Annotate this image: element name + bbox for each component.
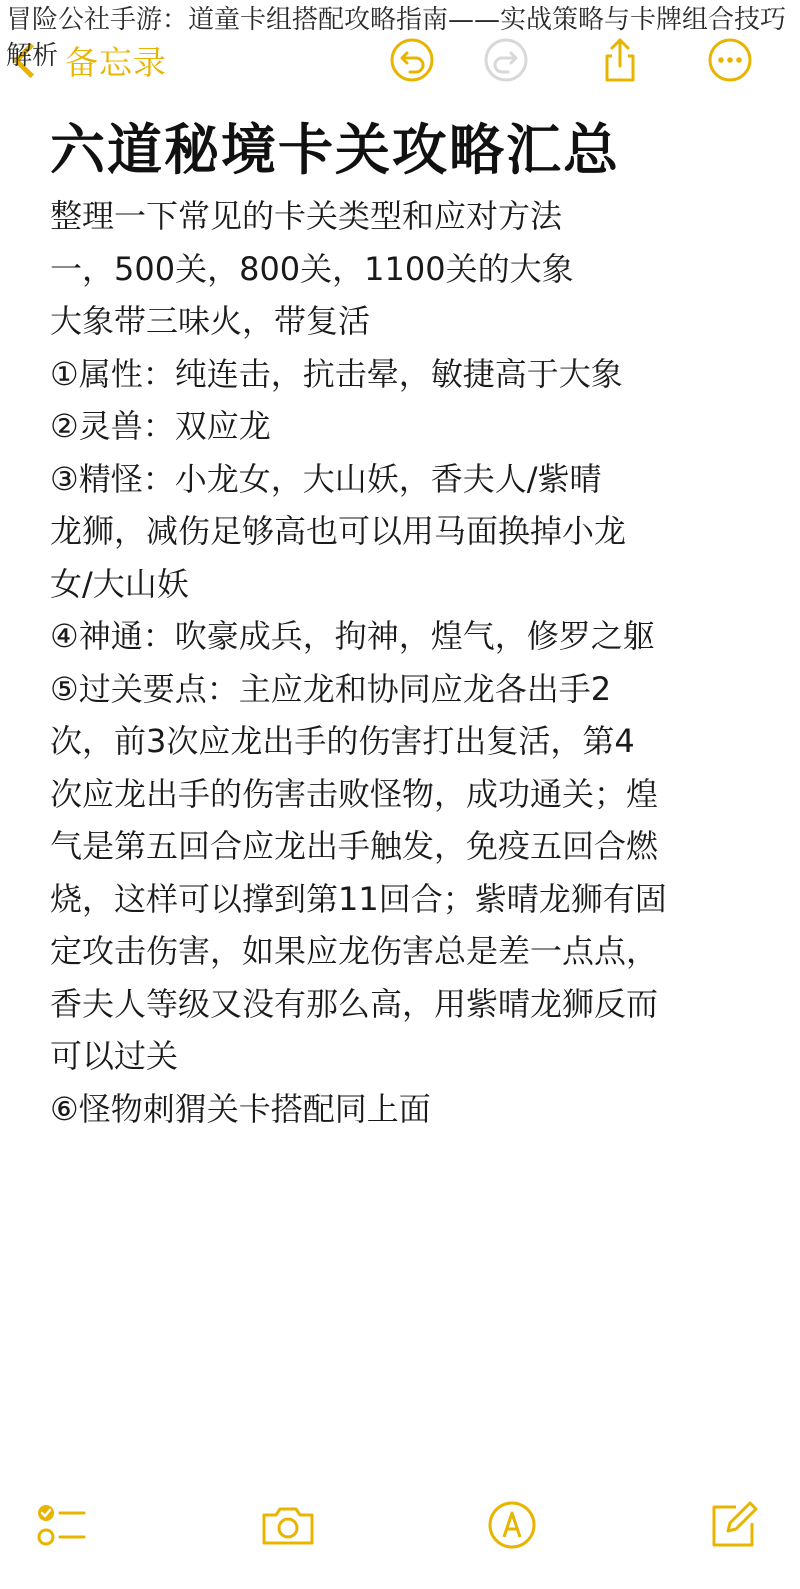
note-line: 次应龙出手的伤害击败怪物，成功通关；煌: [50, 774, 659, 813]
note-line: ①属性：纯连击，抗击晕，敏捷高于大象: [50, 354, 623, 393]
note-line: ③精怪：小龙女，大山妖，香夫人/紫晴: [50, 459, 602, 498]
note-line: 可以过关: [50, 1037, 179, 1075]
note-line: 定攻击伤害，如果应龙伤害总是差一点点，: [50, 932, 659, 970]
checklist-icon[interactable]: [32, 1497, 88, 1553]
note-line: 香夫人等级又没有那么高，用紫晴龙狮反而: [50, 984, 659, 1023]
note-line: 烧，这样可以撑到第11回合；紫晴龙狮有固: [50, 879, 667, 918]
note-line: 次，前3次应龙出手的伤害打出复活，第4: [50, 722, 635, 760]
page-caption: 冒险公社手游：道童卡组搭配攻略指南——实战策略与卡牌组合技巧解析: [6, 5, 787, 71]
markup-pen-icon[interactable]: [484, 1497, 540, 1553]
note-line: 整理一下常见的卡关类型和应对方法: [50, 197, 563, 235]
note-line: 一，500关，800关，1100关的大象: [50, 249, 574, 288]
bottom-toolbar: [0, 1479, 800, 1589]
note-line: 大象带三味火，带复活: [50, 302, 371, 340]
note-line: ④神通：吹豪成兵，拘神，煌气，修罗之躯: [50, 617, 655, 655]
note-line: ⑥怪物刺猬关卡搭配同上面: [50, 1089, 431, 1128]
compose-icon[interactable]: [706, 1497, 762, 1553]
note-line: ②灵兽：双应龙: [50, 407, 271, 445]
note-line: ⑤过关要点：主应龙和协同应龙各出手2: [50, 669, 612, 708]
note-body[interactable]: [50, 190, 740, 1135]
note-line: 气是第五回合应龙出手触发，免疫五回合燃: [50, 827, 659, 865]
note-line: 女/大山妖: [50, 564, 189, 603]
back-button-label: 备忘录: [65, 42, 167, 82]
note-line: 龙狮，减伤足够高也可以用马面换掉小龙: [50, 512, 627, 550]
note-title[interactable]: 六道秘境卡关攻略汇总: [50, 118, 621, 182]
camera-icon[interactable]: [260, 1497, 316, 1553]
